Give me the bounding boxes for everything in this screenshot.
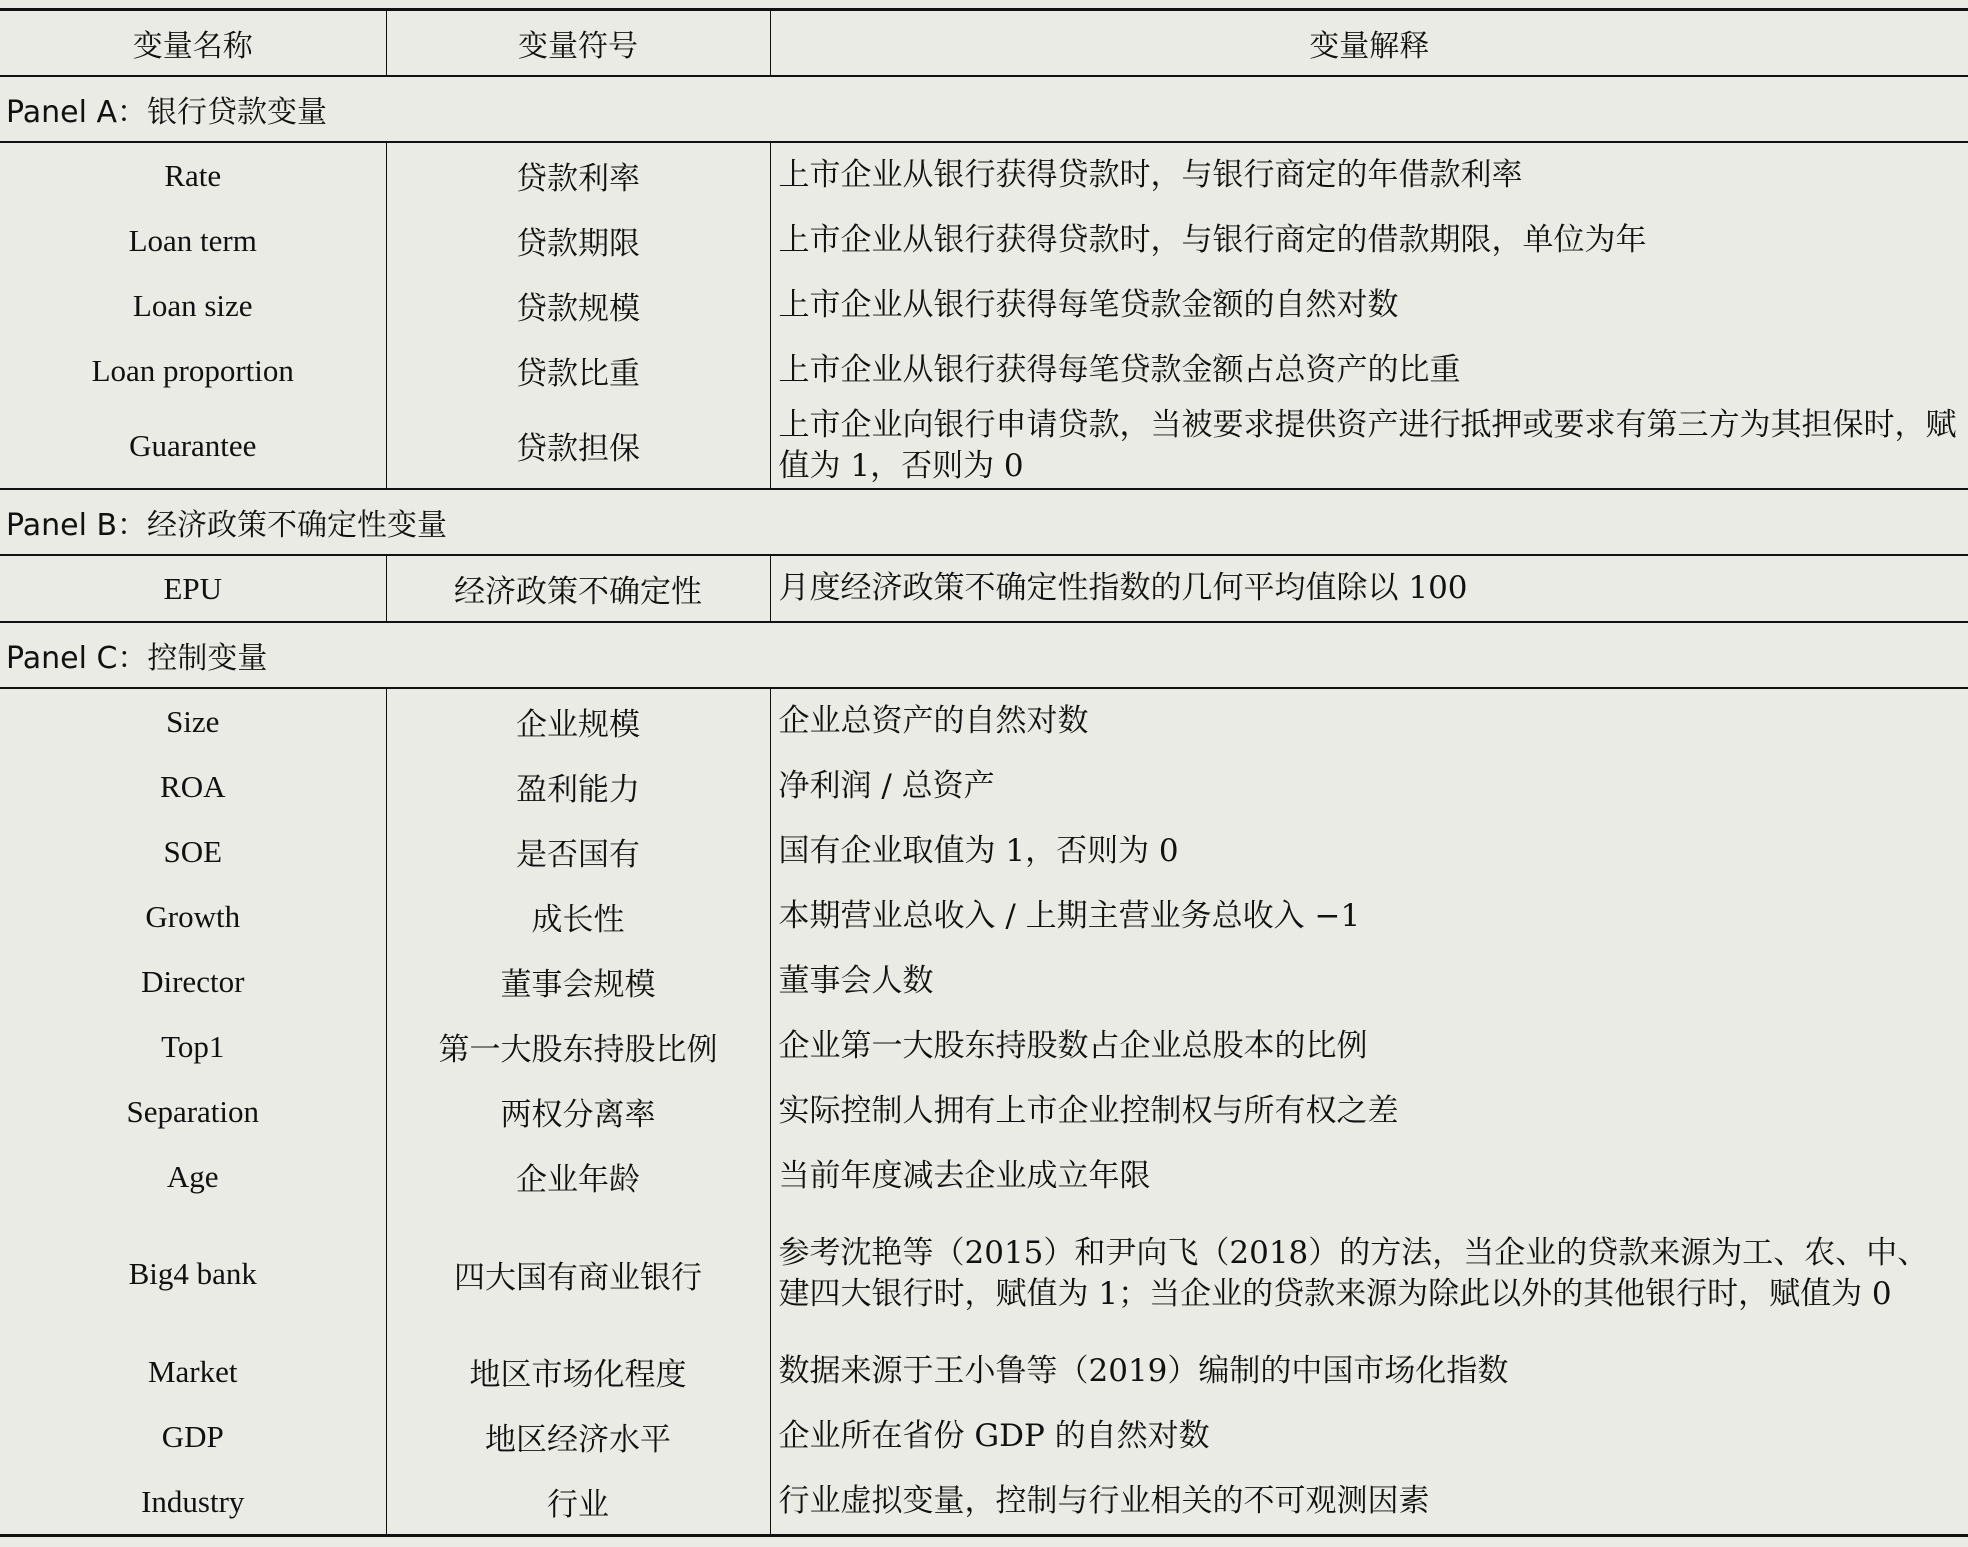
- panel-a-title-row: [0, 76, 1968, 142]
- variable-symbol: 盈利能力: [386, 754, 770, 819]
- table-row: [0, 273, 1968, 338]
- table-row: [0, 555, 1968, 622]
- table-row: [0, 1339, 1968, 1404]
- variable-symbol: 成长性: [386, 884, 770, 949]
- header-variable-name: 变量名称: [0, 10, 386, 77]
- variable-symbol: 贷款担保: [386, 403, 770, 489]
- variable-name: Loan size: [132, 287, 253, 323]
- variable-name: ROA: [160, 768, 226, 804]
- variable-name: GDP: [161, 1418, 224, 1454]
- variable-name: Big4 bank: [128, 1256, 257, 1291]
- table-row: [0, 688, 1968, 754]
- header-variable-symbol: 变量符号: [386, 10, 770, 77]
- variable-explanation: 上市企业向银行申请贷款，当被要求提供资产进行抵押或要求有第三方为其担保时，赋值为 1，否则为 0: [770, 403, 1968, 489]
- variable-explanation: 本期营业总收入 / 上期主营业务总收入 −1: [770, 884, 1968, 949]
- variable-explanation: 参考沈艳等（2015）和尹向飞（2018）的方法，当企业的贷款来源为工、农、中、建四大银行时，赋值为 1；当企业的贷款来源为除此以外的其他银行时，赋值为 0: [770, 1209, 1968, 1339]
- table-row: [0, 208, 1968, 273]
- table-row: [0, 1404, 1968, 1469]
- table-row: [0, 819, 1968, 884]
- panel-b-title: Panel B：经济政策不确定性变量: [0, 489, 1968, 555]
- variable-symbol: 经济政策不确定性: [386, 555, 770, 622]
- variable-name: Separation: [126, 1093, 260, 1129]
- variable-name: Loan proportion: [91, 352, 294, 388]
- variable-symbol: 董事会规模: [386, 949, 770, 1014]
- variable-explanation: 实际控制人拥有上市企业控制权与所有权之差: [770, 1079, 1968, 1144]
- variable-name: SOE: [163, 833, 223, 869]
- variable-name: Growth: [145, 898, 241, 934]
- panel-c-title-row: [0, 622, 1968, 688]
- table-row: [0, 142, 1968, 208]
- variable-name: Loan term: [128, 222, 257, 258]
- table-row: [0, 338, 1968, 403]
- variable-name: Industry: [0, 1469, 386, 1536]
- table-row: [0, 403, 1968, 489]
- variable-explanation: 数据来源于王小鲁等（2019）编制的中国市场化指数: [770, 1339, 1968, 1404]
- table-row: [0, 754, 1968, 819]
- table-row: [0, 1014, 1968, 1079]
- table-row: [0, 1469, 1968, 1536]
- variable-symbol: 第一大股东持股比例: [386, 1014, 770, 1079]
- variable-explanation: 上市企业从银行获得贷款时，与银行商定的借款期限，单位为年: [770, 208, 1968, 273]
- table-row: [0, 1144, 1968, 1209]
- variable-name: Director: [141, 963, 245, 999]
- variable-name: Top1: [161, 1028, 225, 1064]
- variable-symbol: 地区市场化程度: [386, 1339, 770, 1404]
- variable-symbol: 地区经济水平: [386, 1404, 770, 1469]
- variable-explanation: 董事会人数: [770, 949, 1968, 1014]
- variable-explanation: 月度经济政策不确定性指数的几何平均值除以 100: [770, 555, 1968, 622]
- table-row: [0, 1209, 1968, 1339]
- table-row: [0, 949, 1968, 1014]
- variable-name: EPU: [163, 570, 223, 606]
- variable-explanation: 净利润 / 总资产: [770, 754, 1968, 819]
- header-variable-explanation: 变量解释: [770, 10, 1968, 77]
- variable-explanation: 国有企业取值为 1，否则为 0: [770, 819, 1968, 884]
- variable-symbol: 贷款利率: [386, 142, 770, 208]
- variable-symbol: 企业规模: [386, 688, 770, 754]
- panel-a-title: Panel A：银行贷款变量: [0, 76, 1968, 142]
- variable-explanation: 当前年度减去企业成立年限: [770, 1144, 1968, 1209]
- variable-symbol: 是否国有: [386, 819, 770, 884]
- variable-symbol: 行业: [386, 1469, 770, 1536]
- panel-c-title: Panel C：控制变量: [0, 622, 1968, 688]
- variable-name: Size: [166, 703, 220, 739]
- variable-explanation: 上市企业从银行获得贷款时，与银行商定的年借款利率: [770, 142, 1968, 208]
- table-row: [0, 1079, 1968, 1144]
- variable-symbol: 四大国有商业银行: [386, 1209, 770, 1339]
- variable-symbol: 企业年龄: [386, 1144, 770, 1209]
- variable-definition-table: [0, 8, 1968, 1537]
- variable-symbol: 贷款规模: [386, 273, 770, 338]
- variable-explanation: 企业第一大股东持股数占企业总股本的比例: [770, 1014, 1968, 1079]
- variable-name: Guarantee: [129, 427, 257, 463]
- table-header-row: [0, 10, 1968, 77]
- variable-explanation: 上市企业从银行获得每笔贷款金额的自然对数: [770, 273, 1968, 338]
- variable-explanation: 企业总资产的自然对数: [770, 688, 1968, 754]
- variable-explanation: 企业所在省份 GDP 的自然对数: [770, 1404, 1968, 1469]
- variable-symbol: 贷款比重: [386, 338, 770, 403]
- variable-name: Market: [147, 1353, 238, 1389]
- variable-explanation: 行业虚拟变量，控制与行业相关的不可观测因素: [770, 1469, 1968, 1536]
- panel-b-title-row: [0, 489, 1968, 555]
- variable-symbol: 两权分离率: [386, 1079, 770, 1144]
- variable-name: Age: [166, 1158, 219, 1194]
- variable-explanation: 上市企业从银行获得每笔贷款金额占总资产的比重: [770, 338, 1968, 403]
- table-row: [0, 884, 1968, 949]
- variable-symbol: 贷款期限: [386, 208, 770, 273]
- variable-name: Rate: [164, 157, 222, 193]
